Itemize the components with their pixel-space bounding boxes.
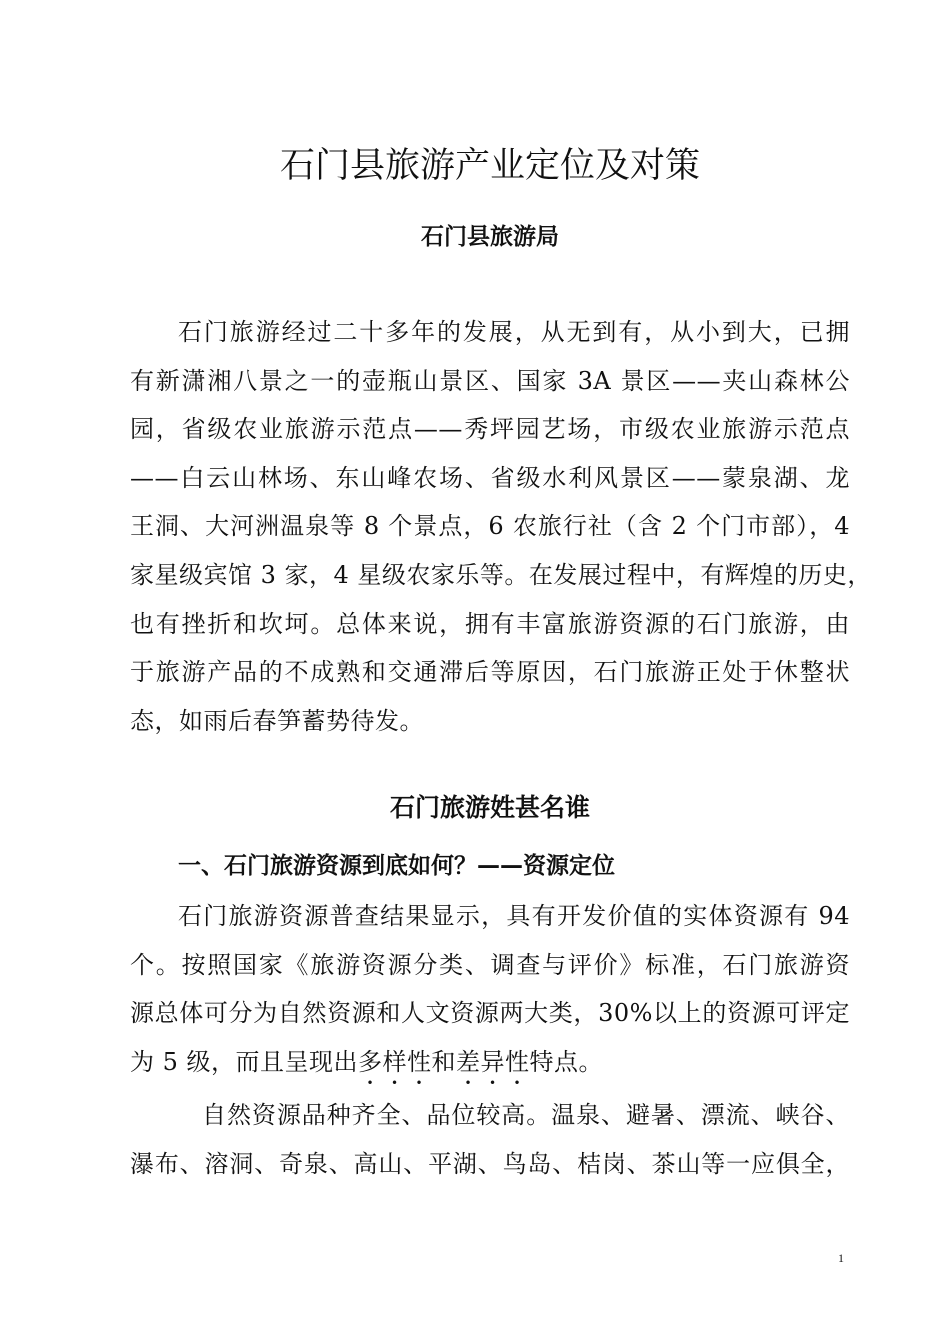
paragraph-line: 瀑布、溶洞、奇泉、高山、平湖、鸟岛、桔岗、茶山等一应俱全， <box>130 1149 850 1178</box>
emphasized-term: 多样性 <box>358 1047 432 1076</box>
paragraph-line: ——白云山林场、东山峰农场、省级水利风景区——蒙泉湖、龙 <box>130 463 850 492</box>
paragraph-line: 石门旅游经过二十多年的发展，从无到有，从小到大，已拥 <box>178 318 850 346</box>
paragraph-line: 园，省级农业旅游示范点——秀坪园艺场，市级农业旅游示范点 <box>130 415 850 444</box>
intro-paragraph <box>130 308 872 745</box>
text-segment: 特点。 <box>529 1047 604 1076</box>
page-number: 1 <box>838 1251 844 1265</box>
paragraph-line: 家星级宾馆 3 家，4 星级农家乐等。在发展过程中，有辉煌的历史， <box>130 560 872 589</box>
paragraph-line: 有新潇湘八景之一的壶瓶山景区、国家 3A 景区——夹山森林公 <box>130 366 850 395</box>
paragraph-line: 王洞、大河洲温泉等 8 个景点，6 农旅行社（含 2 个门市部），4 <box>130 512 850 541</box>
resource-paragraph <box>130 892 850 1086</box>
document-title: 石门县旅游产业定位及对策 <box>279 146 700 186</box>
text-segment: 和 <box>431 1047 457 1076</box>
paragraph-line: 于旅游产品的不成熟和交通滞后等原因，石门旅游正处于休整状 <box>130 658 850 687</box>
section-heading: 石门旅游姓甚名谁 <box>389 793 590 822</box>
document-author: 石门县旅游局 <box>421 223 559 250</box>
paragraph-line: 自然资源品种齐全、品位较高。温泉、避暑、漂流、峡谷、 <box>202 1101 850 1129</box>
paragraph-line: 态，如雨后春笋蓄势待发。 <box>130 706 424 735</box>
sub-heading: 一、石门旅游资源到底如何？——资源定位 <box>178 853 615 879</box>
text-segment: 为 5 级，而且呈现出 <box>130 1047 359 1076</box>
emphasized-term: 差异性 <box>456 1047 530 1076</box>
paragraph-line: 石门旅游资源普查结果显示，具有开发价值的实体资源有 94 <box>178 902 850 930</box>
paragraph-line: 源总体可分为自然资源和人文资源两大类，30%以上的资源可评定 <box>130 999 850 1028</box>
paragraph-line: 个。按照国家《旅游资源分类、调查与评价》标准，石门旅游资 <box>130 950 850 979</box>
paragraph-line: 也有挫折和坎坷。总体来说，拥有丰富旅游资源的石门旅游，由 <box>130 609 850 638</box>
paragraph-line-emphasis <box>130 1038 850 1087</box>
nature-paragraph <box>130 1091 850 1188</box>
